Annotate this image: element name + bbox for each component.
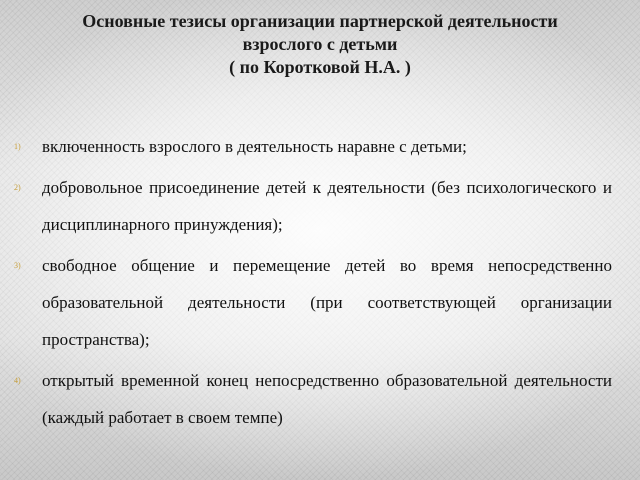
list-item-text: включенность взрослого в деятельность наравне с детьми;	[42, 137, 467, 156]
list-item	[14, 169, 612, 243]
list-item-text: добровольное присоединение детей к деятельности (без психологического и дисциплинарного принуждения);	[42, 178, 612, 234]
theses-list	[14, 128, 612, 440]
list-item	[14, 247, 612, 358]
list-marker: 3)	[14, 261, 21, 270]
list-item-text: открытый временной конец непосредственно образовательной деятельности (каждый работает в своем темпе)	[42, 371, 612, 427]
list-marker: 1)	[14, 142, 21, 151]
slide-title	[20, 10, 620, 79]
list-item	[14, 362, 612, 436]
list-marker: 2)	[14, 183, 21, 192]
list-item-text: свободное общение и перемещение детей во время непосредственно образовательной деятельности (при соответствующей организации пространства);	[42, 256, 612, 349]
title-author-line: ( по Коротковой Н.А. )	[229, 57, 411, 77]
title-line: Основные тезисы организации партнерской деятельности	[82, 11, 558, 31]
list-marker: 4)	[14, 376, 21, 385]
title-line: взрослого с детьми	[242, 34, 398, 54]
list-item	[14, 128, 612, 165]
